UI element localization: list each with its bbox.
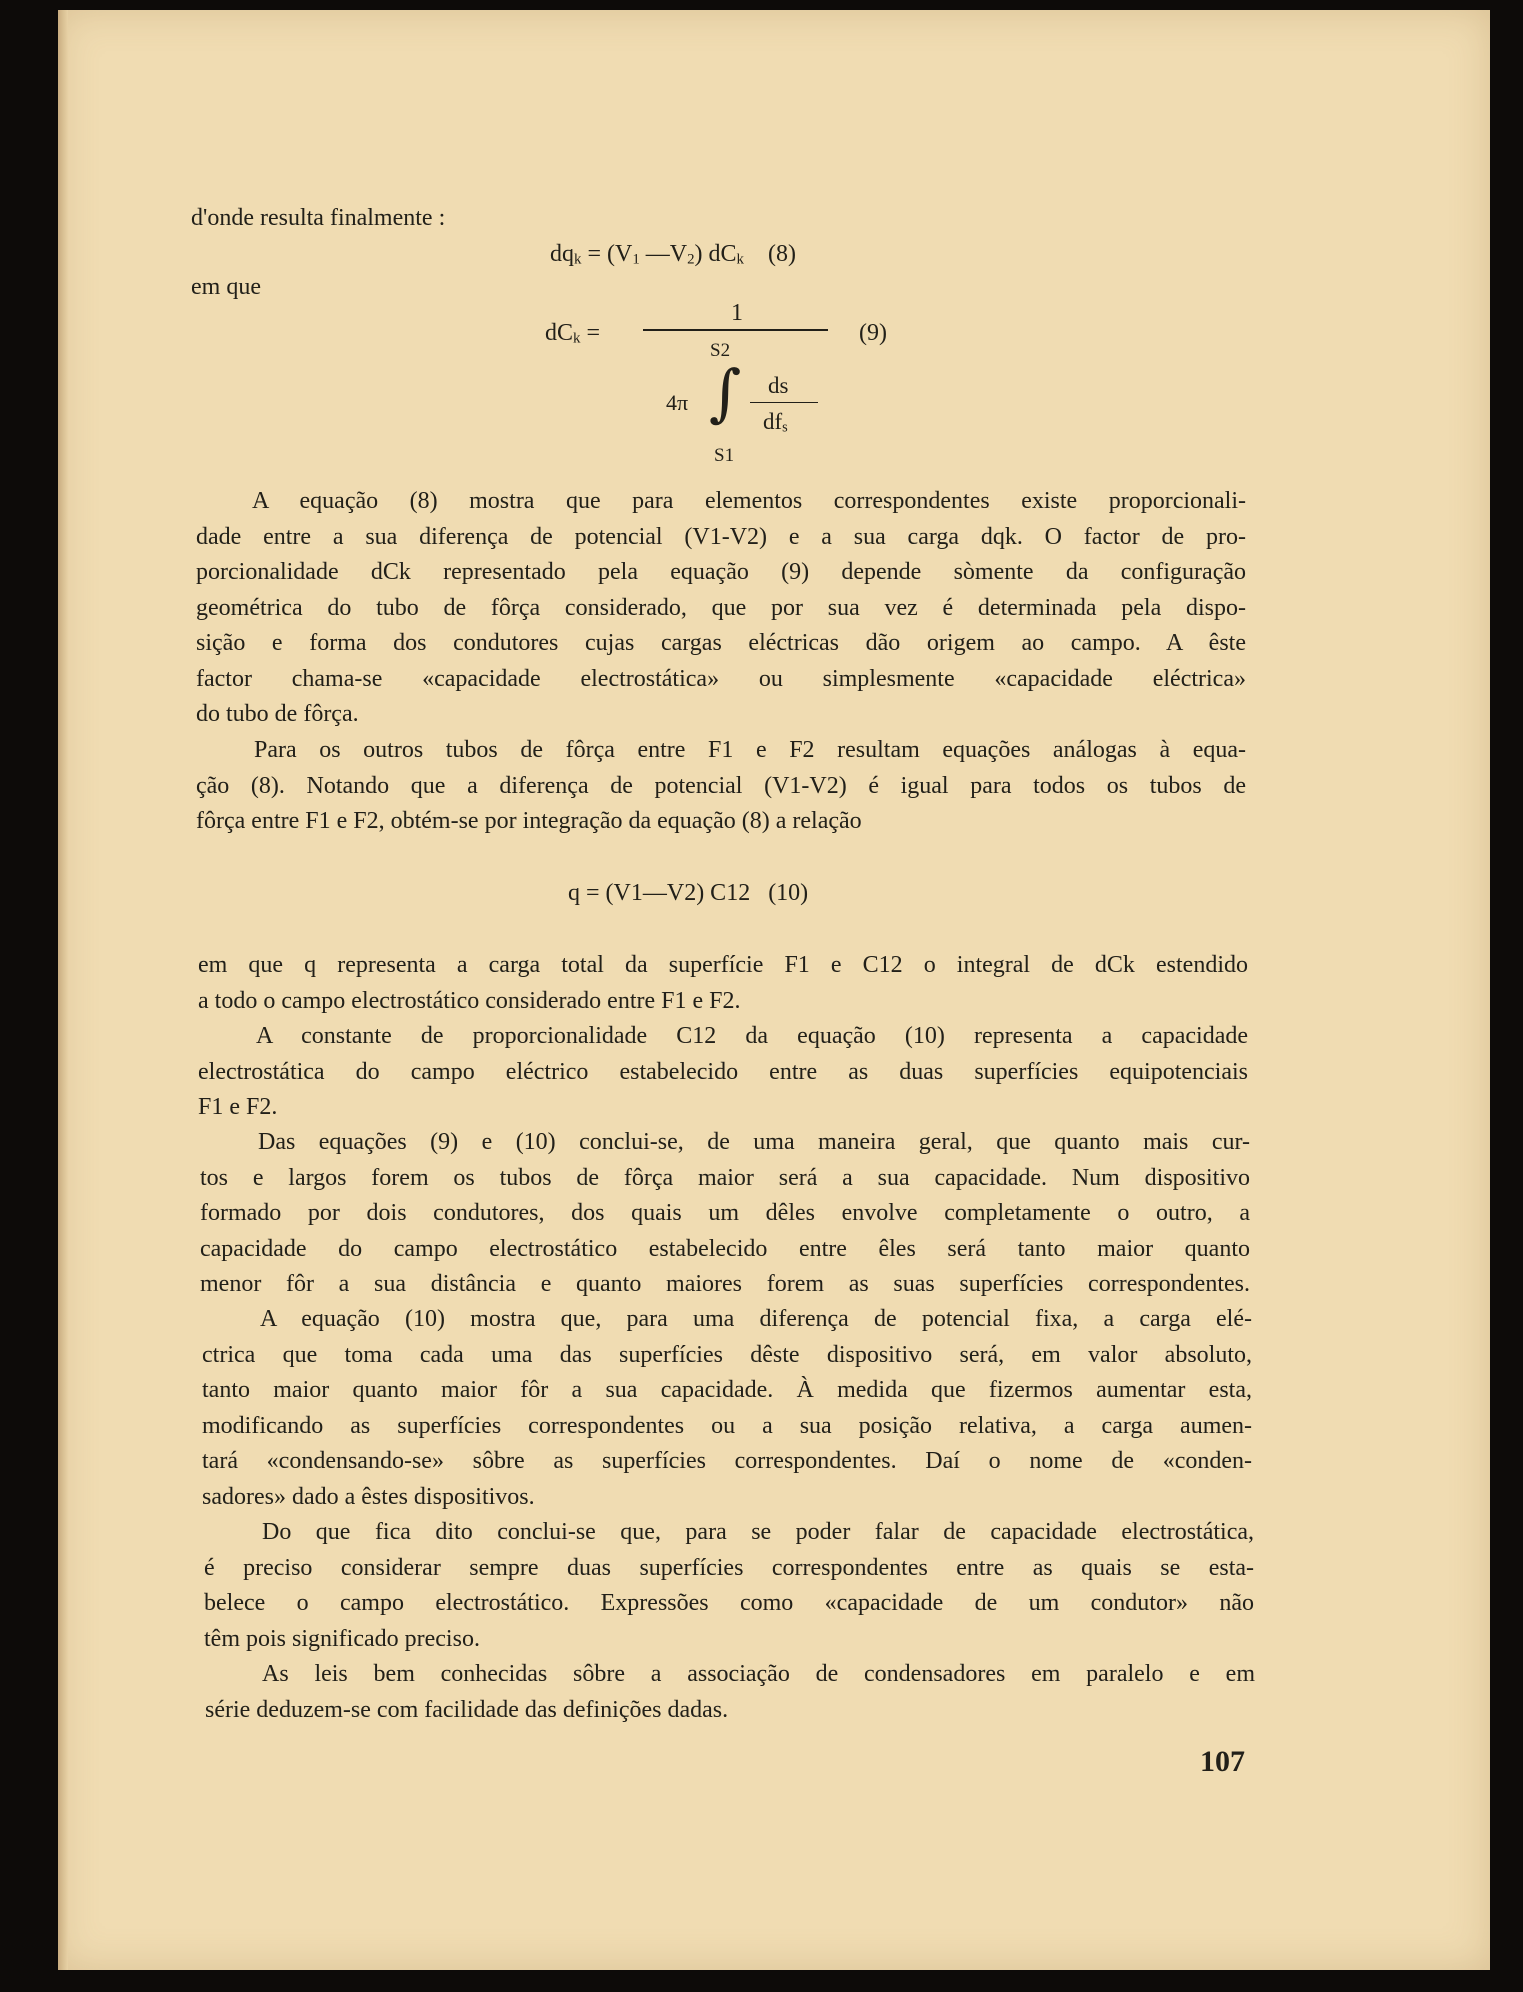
equation-9-dfs: $df_s$ [763, 409, 788, 436]
equation-8: $dq_k = (V_1$ $—V_2$) $dC_k$ (8) [550, 241, 796, 268]
paragraph-6: A equação (10) mostra que, para uma diferença de potencial fixa, a carga elé- ctrica que toma cada uma das superfícies dêste dispositivo será, em valor absoluto, tanto maior quanto maior fôr a sua capacidade. À medida que fizermos aumentar esta, modificando as superfícies correspondentes ou a sua posição relativa, a carga aumen- tará «condensando-se» sôbre as superfícies correspondentes. Daí o nome de «conden- sadores» dado a êstes dispositivos. [202, 1306, 1252, 1510]
paragraph-1: A equação (8) mostra que para elementos correspondentes existe proporcionali- dade entre a sua diferença de potencial (V1-V2) e a sua carga dqk. O factor de pro- porcionalidade dCk representado pela equação (9) depende sòmente da configuração geométrica do tubo de fôrça considerado, que por sua vez é determinada pela dispo- sição e forma dos condutores cujas cargas eléctricas dão origem ao campo. A êste factor chama-se «capacidade electrostática» ou simplesmente «capacidade eléctrica» do tubo de fôrça. [196, 488, 1246, 727]
intro-line: d'onde resulta finalmente : [191, 205, 446, 231]
equation-9-fraction-bar [643, 329, 828, 331]
equation-9-number: (9) [859, 320, 887, 346]
page-number: 107 [1200, 1745, 1245, 1778]
paragraph-7: Do que fica dito conclui-se que, para se poder falar de capacidade electrostática, é preciso considerar sempre duas superfícies correspondentes entre as quais se esta- belece o campo electrostático. Expressões como «capacidade de um condutor» não têm pois significado preciso. [204, 1519, 1254, 1652]
equation-10: q = (V1—V2) C12 (10) [568, 880, 809, 906]
paragraph-5: Das equações (9) e (10) conclui-se, de uma maneira geral, que quanto mais cur- tos e largos forem os tubos de fôrça maior será a sua capacidade. Num dispositivo formado por dois condutores, dos quais um dêles envolve completamente o outro, a capacidade do campo electrostático estabelecido entre êles será tanto maior quanto menor fôr a sua distância e quanto maiores forem as suas superfícies correspondentes. [200, 1129, 1250, 1297]
equation-9-four-pi: 4π [666, 390, 689, 415]
equation-8-number: (8) [767, 241, 796, 267]
paragraph-2: Para os outros tubos de fôrça entre F1 e F2 resultam equações análogas à equa- ção (8). Notando que a diferença de potencial (V1-V2) é igual para todos os tubos de fôrça entre F1 e F2, obtém-se por integração da equação (8) a relação [196, 737, 1246, 834]
equation-9-upper-limit: S2 [710, 340, 731, 361]
paragraph-8: As leis bem conhecidas sôbre a associação de condensadores em paralelo e em série deduzem-se com facilidade das definições dadas. [205, 1661, 1255, 1723]
equation-9-lower-limit: S1 [714, 445, 735, 466]
equation-9-inner-fraction-bar [750, 402, 818, 403]
equation-9-numerator: 1 [731, 300, 743, 326]
equation-9-ds: ds [768, 373, 789, 398]
equation-9-lhs: $dC_k$ = [545, 320, 600, 347]
paragraph-3: em que q representa a carga total da superfície F1 e C12 o integral de dCk estendido a todo o campo electrostático considerado entre F1 e F2. [198, 952, 1248, 1014]
em-que-label: em que [191, 274, 261, 300]
integral-sign: ∫ [709, 356, 742, 429]
paragraph-4: A constante de proporcionalidade C12 da equação (10) representa a capacidade electrostática do campo eléctrico estabelecido entre as duas superfícies equipotenciais F1 e F2. [198, 1023, 1248, 1120]
